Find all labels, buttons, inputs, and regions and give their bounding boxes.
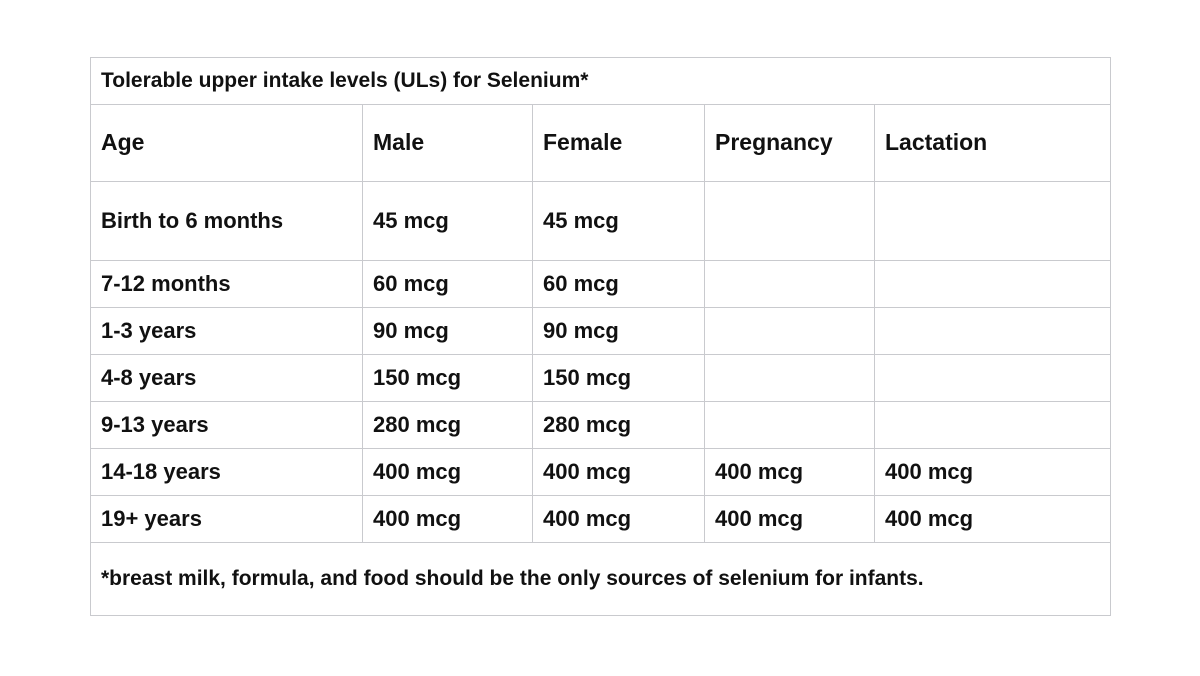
cell-age: 1-3 years <box>91 308 363 355</box>
cell-female: 400 mcg <box>533 496 705 543</box>
cell-age: 14-18 years <box>91 449 363 496</box>
column-header-male: Male <box>363 105 533 182</box>
cell-age: Birth to 6 months <box>91 182 363 261</box>
cell-pregnancy <box>705 355 875 402</box>
table-row <box>91 496 1111 543</box>
table-footnote-row <box>91 543 1111 616</box>
cell-lactation: 400 mcg <box>875 449 1111 496</box>
cell-male: 45 mcg <box>363 182 533 261</box>
cell-female: 280 mcg <box>533 402 705 449</box>
table-row <box>91 402 1111 449</box>
table-row <box>91 449 1111 496</box>
cell-pregnancy <box>705 402 875 449</box>
cell-lactation <box>875 355 1111 402</box>
cell-male: 400 mcg <box>363 496 533 543</box>
table-row <box>91 355 1111 402</box>
cell-pregnancy: 400 mcg <box>705 449 875 496</box>
cell-age: 9-13 years <box>91 402 363 449</box>
table-footnote: *breast milk, formula, and food should be the only sources of selenium for infants. <box>91 543 1111 616</box>
cell-male: 90 mcg <box>363 308 533 355</box>
cell-pregnancy <box>705 182 875 261</box>
cell-male: 150 mcg <box>363 355 533 402</box>
cell-female: 400 mcg <box>533 449 705 496</box>
cell-female: 45 mcg <box>533 182 705 261</box>
table-header-row <box>91 105 1111 182</box>
column-header-pregnancy: Pregnancy <box>705 105 875 182</box>
table-title: Tolerable upper intake levels (ULs) for Selenium* <box>91 58 1111 105</box>
column-header-lactation: Lactation <box>875 105 1111 182</box>
cell-female: 150 mcg <box>533 355 705 402</box>
cell-female: 60 mcg <box>533 261 705 308</box>
cell-lactation <box>875 402 1111 449</box>
cell-pregnancy <box>705 261 875 308</box>
table-title-row <box>91 58 1111 105</box>
cell-pregnancy: 400 mcg <box>705 496 875 543</box>
cell-lactation <box>875 182 1111 261</box>
selenium-ul-table <box>90 57 1111 616</box>
table-row <box>91 261 1111 308</box>
cell-female: 90 mcg <box>533 308 705 355</box>
selenium-ul-table-container <box>90 57 1110 616</box>
cell-male: 400 mcg <box>363 449 533 496</box>
column-header-age: Age <box>91 105 363 182</box>
table-row <box>91 182 1111 261</box>
cell-pregnancy <box>705 308 875 355</box>
cell-male: 60 mcg <box>363 261 533 308</box>
cell-age: 4-8 years <box>91 355 363 402</box>
cell-age: 19+ years <box>91 496 363 543</box>
cell-lactation <box>875 308 1111 355</box>
cell-lactation: 400 mcg <box>875 496 1111 543</box>
table-row <box>91 308 1111 355</box>
cell-age: 7-12 months <box>91 261 363 308</box>
cell-male: 280 mcg <box>363 402 533 449</box>
cell-lactation <box>875 261 1111 308</box>
column-header-female: Female <box>533 105 705 182</box>
